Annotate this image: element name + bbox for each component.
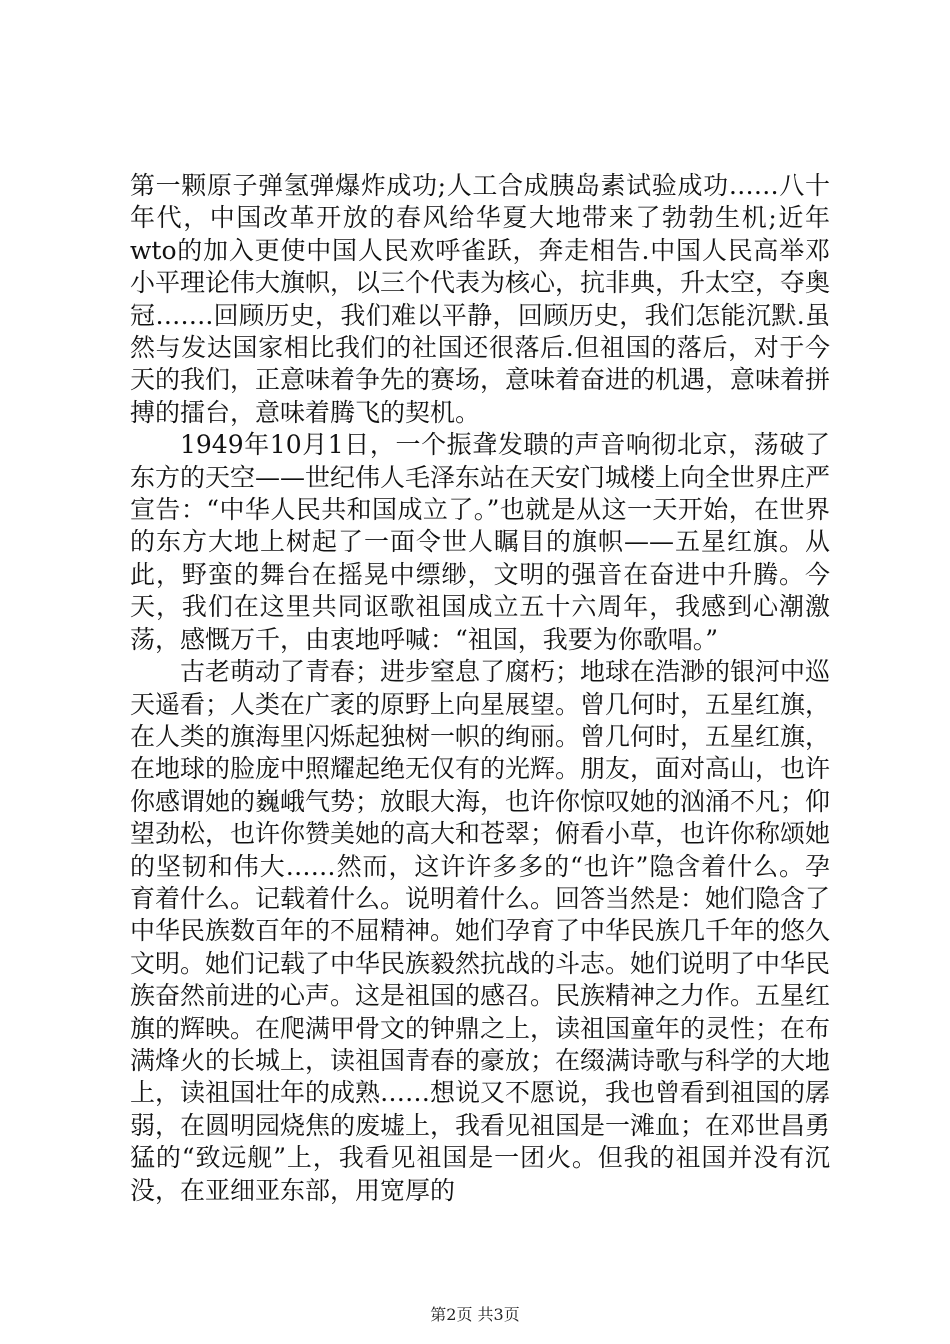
paragraph-3: 古老萌动了青春；进步窒息了腐朽；地球在浩渺的银河中巡天遥看；人类在广袤的原野上向星展望。曾几何时，五星红旗，在人类的旗海里闪烁起独树一帜的绚丽。曾几何时，五星红旗，在地球的脸庞中照耀起绝无仅有的光辉。朋友，面对高山，也许你感谓她的巍峨气势；放眼大海，也许你惊叹她的汹涌不凡；仰望劲松，也许你赞美她的高大和苍翠；俯看小草，也许你称颂她的坚韧和伟大……然而，这许许多多的“也许”隐含着什么。孕育着什么。记载着什么。说明着什么。回答当然是：她们隐含了中华民族数百年的不屈精神。她们孕育了中华民族几千年的悠久文明。她们记载了中华民族毅然抗战的斗志。她们说明了中华民族奋然前进的心声。这是祖国的感召。民族精神之力作。五星红旗的辉映。在爬满甲骨文的钟鼎之上，读祖国童年的灵性；在布满烽火的长城上，读祖国青春的豪放；在缀满诗歌与科学的大地上，读祖国壮年的成熟……想说又不愿说，我也曾看到祖国的孱弱，在圆明园烧焦的废墟上，我看见祖国是一滩血；在邓世昌勇猛的“致远舰”上，我看见祖国是一团火。但我的祖国并没有沉没，在亚细亚东部，用宽厚的	[130, 657, 831, 1205]
paragraph-2: 1949年10月1日，一个振聋发聩的声音响彻北京，荡破了东方的天空——世纪伟人毛泽东站在天安门城楼上向全世界庄严宣告：“中华人民共和国成立了。”也就是从这一天开始，在世界的东方大地上树起了一面令世人瞩目的旗帜——五星红旗。从此，野蛮的舞台在摇晃中缥缈，文明的强音在奋进中升腾。今天，我们在这里共同讴歌祖国成立五十六周年，我感到心潮激荡，感慨万千，由衷地呼喊：“祖国，我要为你歌唱。”	[130, 430, 831, 654]
paragraph-1: 第一颗原子弹氢弹爆炸成功;人工合成胰岛素试验成功……八十年代，中国改革开放的春风给华夏大地带来了勃勃生机;近年wto的加入更使中国人民欢呼雀跃，奔走相告.中国人民高举邓小平理论伟大旗帜，以三个代表为核心，抗非典，升太空，夺奥冠…….回顾历史，我们难以平静，回顾历史，我们怎能沉默.虽然与发达国家相比我们的社国还很落后.但祖国的落后，对于今天的我们，正意味着争先的赛场，意味着奋进的机遇，意味着拼搏的擂台，意味着腾飞的契机。	[130, 171, 831, 427]
document-body	[130, 170, 830, 1207]
page-number-footer: 第2页 共3页	[430, 1305, 520, 1324]
